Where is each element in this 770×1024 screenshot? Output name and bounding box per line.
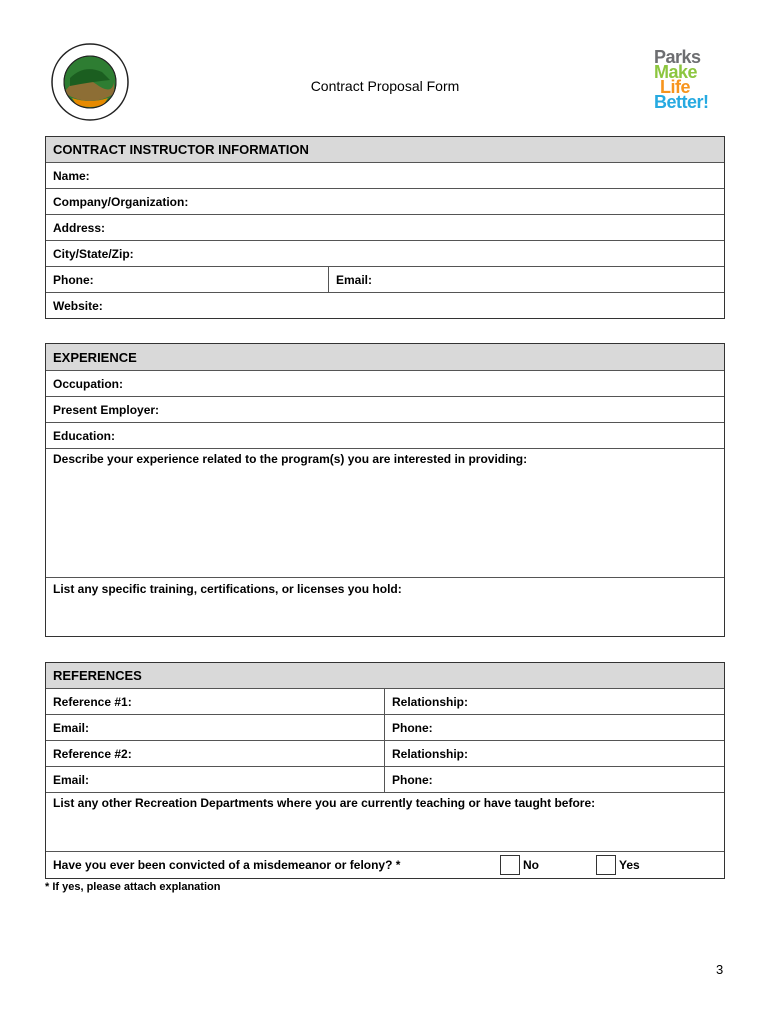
reference1-contact-row: [46, 715, 724, 741]
parks-logo-word-life: Life: [660, 77, 691, 97]
reference2-email-field[interactable]: Email:: [46, 767, 385, 792]
occupation-field[interactable]: Occupation:: [53, 376, 124, 391]
reference1-phone-field[interactable]: Phone:: [392, 720, 433, 735]
yes-label: Yes: [619, 858, 640, 872]
employer-row: [46, 397, 724, 423]
instructor-section: [45, 136, 725, 319]
city-row: [46, 241, 724, 267]
yes-checkbox[interactable]: [596, 855, 616, 875]
reference2-row: [46, 741, 724, 767]
reference1-email-field[interactable]: Email:: [46, 715, 385, 740]
reference1-field[interactable]: Reference #1:: [46, 689, 385, 714]
reference2-field[interactable]: Reference #2:: [46, 741, 385, 766]
no-label: No: [523, 858, 539, 872]
reference2-contact-row: [46, 767, 724, 793]
references-section: [45, 662, 725, 879]
no-checkbox[interactable]: [500, 855, 520, 875]
address-field[interactable]: Address:: [53, 220, 106, 235]
footnote: * If yes, please attach explanation: [45, 881, 221, 893]
reference1-row: [46, 689, 724, 715]
training-row: [46, 578, 724, 636]
occupation-row: [46, 371, 724, 397]
yes-option[interactable]: [590, 852, 724, 878]
page-title: Contract Proposal Form: [310, 78, 460, 94]
parks-logo-word-parks: Parks: [654, 47, 701, 67]
company-field[interactable]: Company/Organization:: [53, 194, 189, 209]
other-departments-row: [46, 793, 724, 852]
other-departments-field[interactable]: List any other Recreation Departments where you are currently teaching or have taught before:: [53, 796, 596, 810]
instructor-heading: CONTRACT INSTRUCTOR INFORMATION: [46, 137, 724, 163]
page-number: 3: [716, 962, 724, 977]
phone-field[interactable]: Phone:: [46, 267, 329, 292]
relationship2-field[interactable]: Relationship:: [392, 746, 469, 761]
describe-row: [46, 449, 724, 578]
experience-section: [45, 343, 725, 637]
experience-heading: EXPERIENCE: [46, 344, 724, 371]
present-employer-field[interactable]: Present Employer:: [53, 402, 160, 417]
conviction-row: [46, 852, 724, 878]
relationship1-field[interactable]: Relationship:: [392, 694, 469, 709]
education-field[interactable]: Education:: [53, 428, 115, 443]
email-field[interactable]: Email:: [336, 272, 373, 287]
name-row: [46, 163, 724, 189]
website-field[interactable]: Website:: [53, 298, 103, 313]
address-row: [46, 215, 724, 241]
city-state-zip-field[interactable]: City/State/Zip:: [53, 246, 134, 261]
no-option[interactable]: [494, 852, 590, 878]
website-row: [46, 293, 724, 318]
name-field[interactable]: Name:: [53, 168, 90, 183]
education-row: [46, 423, 724, 449]
references-heading: REFERENCES: [46, 663, 724, 689]
parks-logo-word-better: Better!: [654, 92, 709, 112]
company-row: [46, 189, 724, 215]
parks-logo-word-make: Make: [654, 62, 698, 82]
conviction-question: Have you ever been convicted of a misdemeanor or felony? *: [53, 858, 401, 872]
describe-experience-field[interactable]: Describe your experience related to the program(s) you are interested in providing:: [53, 452, 528, 466]
phone-email-row: [46, 267, 724, 293]
reference2-phone-field[interactable]: Phone:: [392, 772, 433, 787]
training-field[interactable]: List any specific training, certifications, or licenses you hold:: [53, 582, 402, 596]
